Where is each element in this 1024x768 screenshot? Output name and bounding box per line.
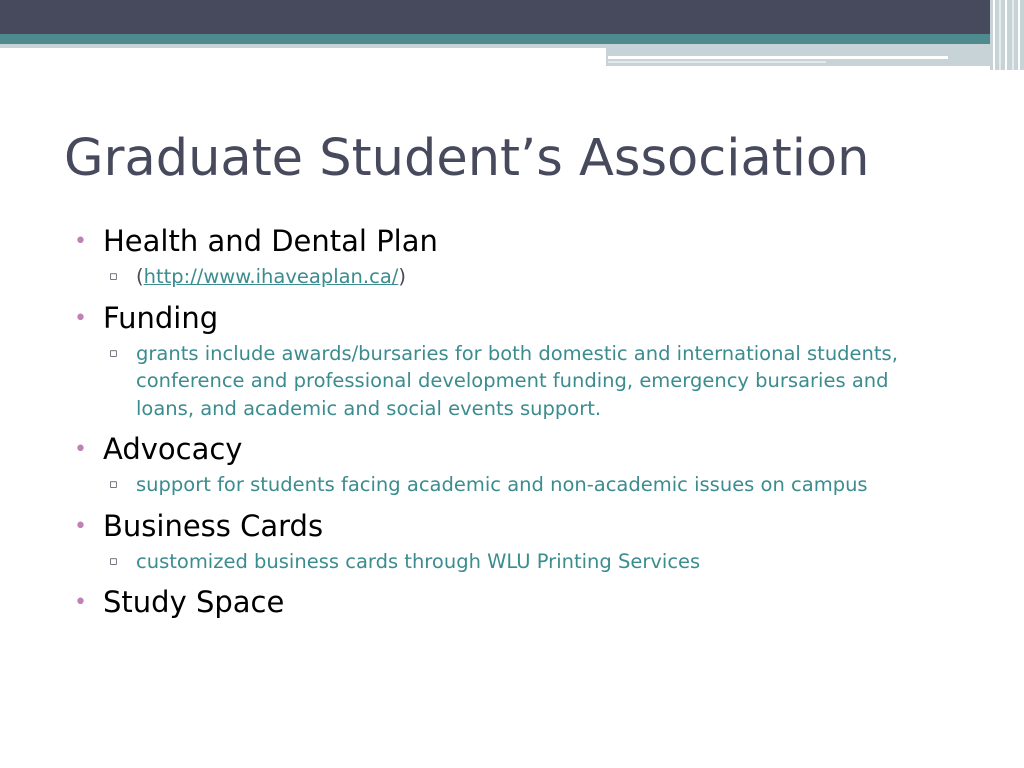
sub-item-advocacy — [109, 471, 944, 499]
sub-item-funding — [109, 340, 944, 423]
square-bullet-icon: ▫ — [109, 477, 118, 492]
bullet-dot-icon: • — [74, 305, 87, 331]
open-paren: ( — [136, 265, 144, 288]
sub-item-text: customized business cards through WLU Printing Services — [136, 549, 701, 573]
list-item-study-space — [74, 583, 944, 622]
header-white-line — [608, 56, 948, 59]
header-teal-stripe — [0, 34, 1024, 44]
header-edge-line-5 — [1018, 0, 1020, 70]
bullet-list — [74, 222, 944, 622]
ihaveaplan-link[interactable]: http://www.ihaveaplan.ca/ — [143, 265, 399, 288]
list-item-label: Advocacy — [103, 432, 243, 466]
list-item-business-cards — [74, 507, 944, 546]
sub-item-text: support for students facing academic and non-academic issues on campus — [136, 473, 868, 496]
bullet-dot-icon: • — [74, 513, 87, 539]
slide-title: Graduate Student’s Association — [64, 129, 870, 188]
header-edge-line-4 — [1012, 0, 1014, 70]
square-bullet-icon: ▫ — [109, 269, 118, 284]
list-item-funding — [74, 299, 944, 338]
square-bullet-icon: ▫ — [109, 345, 118, 361]
list-item-health-dental — [74, 222, 944, 261]
bullet-dot-icon: • — [74, 590, 87, 615]
sub-item-business-cards — [109, 548, 944, 576]
header-edge-line-1 — [993, 0, 995, 70]
list-item-label: Study Space — [103, 585, 285, 619]
header-light-stripe — [0, 44, 606, 48]
header-edge-line-3 — [1005, 0, 1007, 70]
close-paren: ) — [398, 265, 406, 288]
list-item-advocacy — [74, 430, 944, 469]
list-item-label: Funding — [103, 300, 219, 335]
square-bullet-icon: ▫ — [109, 553, 118, 569]
list-item-label: Business Cards — [103, 508, 324, 543]
sub-item-text: grants include awards/bursaries for both domestic and international students, conference and professional development funding, emergency bursaries and loans, and academic and social events support. — [136, 341, 898, 420]
header-dark-band — [0, 0, 1024, 34]
sub-item-health-link — [109, 263, 944, 291]
list-item-label: Health and Dental Plan — [103, 224, 438, 258]
bullet-dot-icon: • — [74, 437, 87, 462]
header-edge-line-2 — [999, 0, 1001, 70]
header-gray-line — [608, 61, 826, 63]
header-decoration — [0, 0, 1024, 70]
bullet-dot-icon: • — [74, 229, 87, 254]
